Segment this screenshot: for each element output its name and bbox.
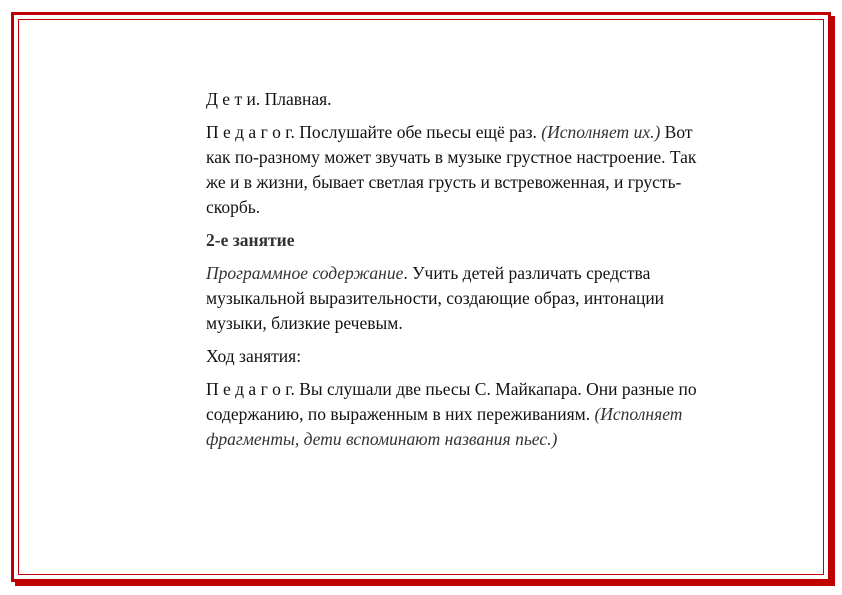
- speaker-teacher: П е д а г о г.: [206, 122, 295, 142]
- teacher-text-3: Вы слушали две пьесы С. Майкапара. Они разные по содержанию, по выраженным в них переживаниям.: [206, 379, 697, 424]
- speaker-children: Д е т и.: [206, 89, 261, 109]
- paragraph-teacher-2: [206, 377, 706, 452]
- stage-direction-2: (Исполняет фрагменты, дети вспоминают названия пьес.): [206, 404, 683, 449]
- reply-text: Плавная.: [260, 89, 332, 109]
- program-content-label: Программное содержание: [206, 263, 404, 283]
- document-body: [206, 87, 706, 460]
- lesson-heading: 2-е занятие: [206, 230, 295, 250]
- paragraph-children-reply: [206, 87, 706, 112]
- lesson-progress-heading: Ход занятия:: [206, 346, 302, 366]
- paragraph-teacher-1: [206, 120, 706, 220]
- teacher-text-1: Послушайте обе пьесы ещё раз.: [294, 122, 542, 142]
- speaker-teacher-2: П е д а г о г.: [206, 379, 295, 399]
- stage-direction-1: (Исполняет их.): [541, 122, 661, 142]
- paragraph-program-content: [206, 261, 706, 336]
- teacher-text-2: Вот как по-разному может звучать в музыке грустное настроение. Так же и в жизни, бывает светлая грусть и встревоженная, и грусть-скорбь.: [206, 122, 697, 217]
- program-content-text: . Учить детей различать средства музыкальной выразительности, создающие образ, интонации музыки, близкие речевым.: [206, 263, 665, 333]
